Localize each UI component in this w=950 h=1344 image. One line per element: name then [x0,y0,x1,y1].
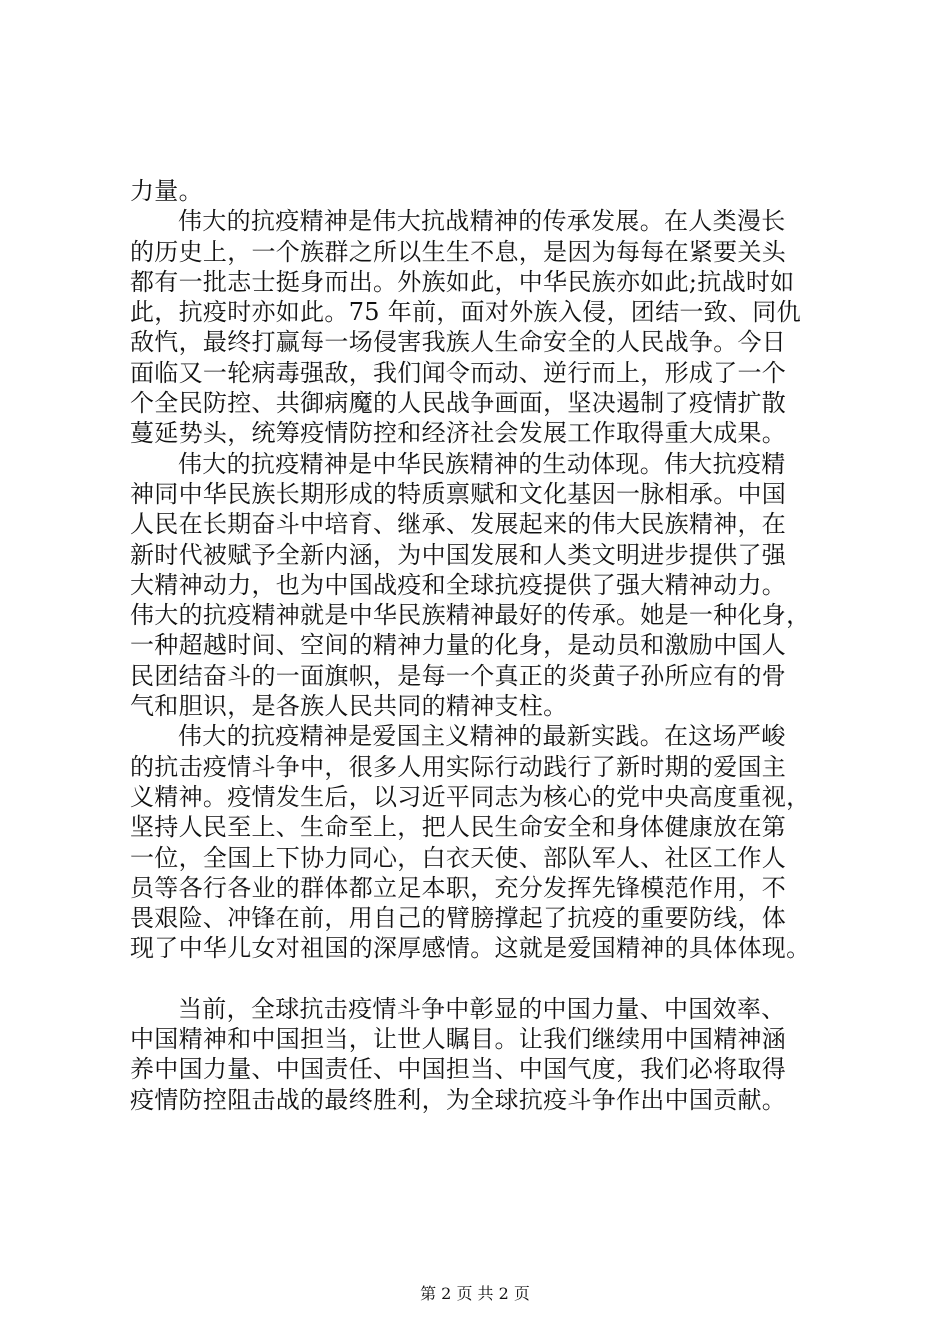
text-line: 伟大的抗疫精神是伟大抗战精神的传承发展。在人类漫长 [178,207,786,236]
text-line: 疫情防控阻击战的最终胜利，为全球抗疫斗争作出中国贡献。 [130,1085,787,1114]
text-line: 此，抗疫时亦如此。75 年前，面对外族入侵，团结一致、同仇 [130,298,801,327]
text-line: 蔓延势头，统筹疫情防控和经济社会发展工作取得重大成果。 [130,419,787,448]
text-line: 气和胆识，是各族人民共同的精神支柱。 [130,692,568,721]
text-line: 当前，全球抗击疫情斗争中彰显的中国力量、中国效率、 [178,994,786,1023]
paragraph [130,206,820,448]
paragraph [130,176,820,206]
text-line: 一种超越时间、空间的精神力量的化身，是动员和激励中国人 [130,631,787,660]
text-line: 人民在长期奋斗中培育、继承、发展起来的伟大民族精神，在 [130,510,787,539]
text-line: 畏艰险、冲锋在前，用自己的臂膀撑起了抗疫的重要防线，体 [130,904,787,933]
text-line: 民团结奋斗的一面旗帜，是每一个真正的炎黄子孙所应有的骨 [130,661,787,690]
text-line: 力量。 [130,177,203,205]
text-line: 都有一批志士挺身而出。外族如此，中华民族亦如此;抗战时如 [130,267,795,296]
page-footer: 第 2 页 共 2 页 [420,1284,530,1303]
text-line: 伟大的抗疫精神是爱国主义精神的最新实践。在这场严峻 [178,722,786,751]
text-line: 的抗击疫情斗争中，很多人用实际行动践行了新时期的爱国主 [130,752,787,781]
text-line: 义精神。疫情发生后，以习近平同志为核心的党中央高度重视， [130,782,811,811]
text-line: 敌忾，最终打赢每一场侵害我族人生命安全的人民战争。今日 [130,328,787,357]
text-line: 员等各行各业的群体都立足本职，充分发挥先锋模范作用，不 [130,873,787,902]
text-line: 一位，全国上下协力同心，白衣天使、部队军人、社区工作人 [130,843,787,872]
text-line: 新时代被赋予全新内涵，为中国发展和人类文明进步提供了强 [130,540,787,569]
text-line: 个全民防控、共御病魔的人民战争画面，坚决遏制了疫情扩散 [130,389,787,418]
text-line: 伟大的抗疫精神就是中华民族精神最好的传承。她是一种化身， [130,601,811,630]
paragraph [130,721,820,963]
document-body [130,176,820,1115]
text-line: 养中国力量、中国责任、中国担当、中国气度，我们必将取得 [130,1055,787,1084]
text-line: 的历史上，一个族群之所以生生不息，是因为每每在紧要关头 [130,237,787,266]
paragraph-spacer [130,964,820,994]
text-line: 神同中华民族长期形成的特质禀赋和文化基因一脉相承。中国 [130,479,787,508]
text-line: 大精神动力，也为中国战疫和全球抗疫提供了强大精神动力。 [130,570,787,599]
text-line: 面临又一轮病毒强敌，我们闻令而动、逆行而上，形成了一个 [130,358,787,387]
text-line: 中国精神和中国担当，让世人瞩目。让我们继续用中国精神涵 [130,1025,787,1054]
paragraph [130,994,820,1115]
text-line: 现了中华儿女对祖国的深厚感情。这就是爱国精神的具体体现。 [130,934,811,963]
paragraph [130,449,820,722]
text-line: 坚持人民至上、生命至上，把人民生命安全和身体健康放在第 [130,813,787,842]
text-line: 伟大的抗疫精神是中华民族精神的生动体现。伟大抗疫精 [178,449,786,478]
